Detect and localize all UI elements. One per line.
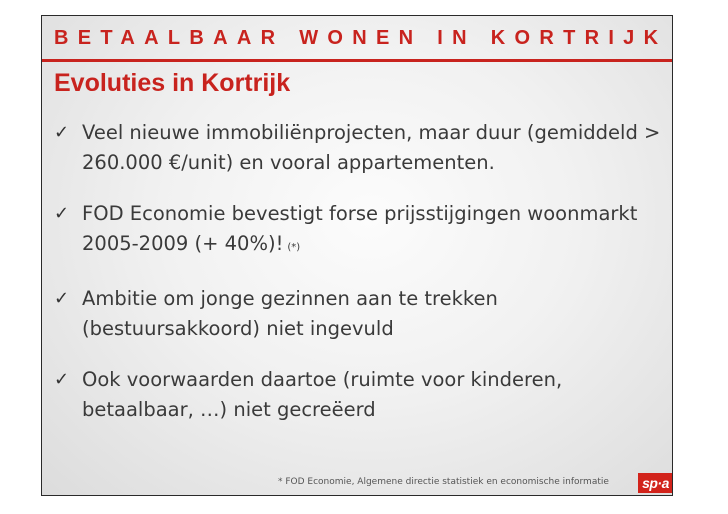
slide-kicker: BETAALBAAR WONEN IN KORTRIJK (54, 27, 668, 49)
bullet-text: Ook voorwaarden daartoe (ruimte voor kinderen, betaalbaar, …) niet gecreëerd (82, 368, 563, 421)
footnote-marker: (*) (287, 242, 301, 253)
checkmark-icon: ✓ (54, 288, 70, 309)
checkmark-icon: ✓ (54, 122, 70, 143)
header-divider (42, 59, 672, 62)
bullet-text: Veel nieuwe immobiliënprojecten, maar duur (gemiddeld > 260.000 €/unit) en vooral appartementen. (82, 121, 661, 174)
bullet-item (54, 365, 669, 425)
slide (41, 15, 673, 496)
bullet-item (54, 284, 669, 344)
checkmark-icon: ✓ (54, 203, 70, 224)
party-logo: sp·a (638, 473, 673, 493)
footnote: * FOD Economie, Algemene directie statistiek en economische informatie (278, 477, 609, 487)
bullet-text: Ambitie om jonge gezinnen aan te trekken (bestuursakkoord) niet ingevuld (82, 287, 498, 340)
bullet-item (54, 118, 669, 178)
bullet-item (54, 199, 669, 263)
bullet-text: FOD Economie bevestigt forse prijsstijgingen woonmarkt 2005-2009 (+ 40%)! (82, 202, 638, 255)
checkmark-icon: ✓ (54, 369, 70, 390)
bullet-list (54, 118, 669, 446)
slide-title: Evoluties in Kortrijk (54, 69, 291, 97)
